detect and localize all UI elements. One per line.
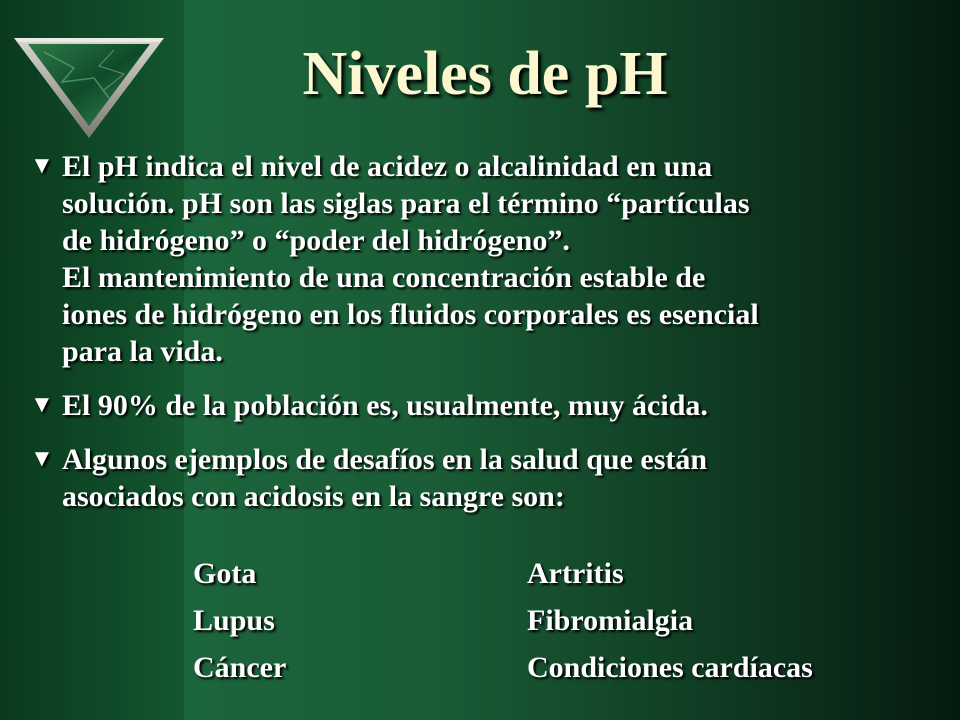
triangle-arrow-bullet-icon: ▼ xyxy=(30,446,54,472)
condition-row xyxy=(193,550,933,597)
condition-left: Gota xyxy=(193,556,257,590)
condition-right: Artritis xyxy=(527,556,624,590)
bullet-line: El 90% de la población es, usualmente, muy ácida. xyxy=(62,389,708,422)
triangle-arrow-bullet-icon: ▼ xyxy=(30,392,54,418)
condition-right: Fibromialgia xyxy=(527,603,694,637)
bullet-line: Algunos ejemplos de desafíos en la salud que están xyxy=(62,443,708,476)
bullet-line: El mantenimiento de una concentración estable de xyxy=(62,261,706,294)
bullet-item xyxy=(30,441,942,515)
triangle-arrow-bullet-icon: ▼ xyxy=(30,153,54,179)
bullet-line: de hidrógeno” o “poder del hidrógeno”. xyxy=(62,224,570,257)
bullet-line: para la vida. xyxy=(62,335,223,368)
conditions-table xyxy=(193,550,933,691)
bullet-item xyxy=(30,148,942,370)
condition-left: Lupus xyxy=(193,603,275,637)
bullet-item xyxy=(30,387,942,424)
slide-title: Niveles de pH xyxy=(302,40,668,108)
bullet-line: El pH indica el nivel de acidez o alcalinidad en una xyxy=(62,150,713,183)
bullet-line: asociados con acidosis en la sangre son: xyxy=(62,480,565,513)
condition-right: Condiciones cardíacas xyxy=(527,650,813,684)
condition-row xyxy=(193,597,933,644)
bullet-line: solución. pH son las siglas para el término “partículas xyxy=(62,187,750,220)
condition-row xyxy=(193,644,933,691)
bullet-list xyxy=(30,148,942,532)
bullet-line: iones de hidrógeno en los fluidos corporales es esencial xyxy=(62,298,759,331)
condition-left: Cáncer xyxy=(193,650,287,684)
